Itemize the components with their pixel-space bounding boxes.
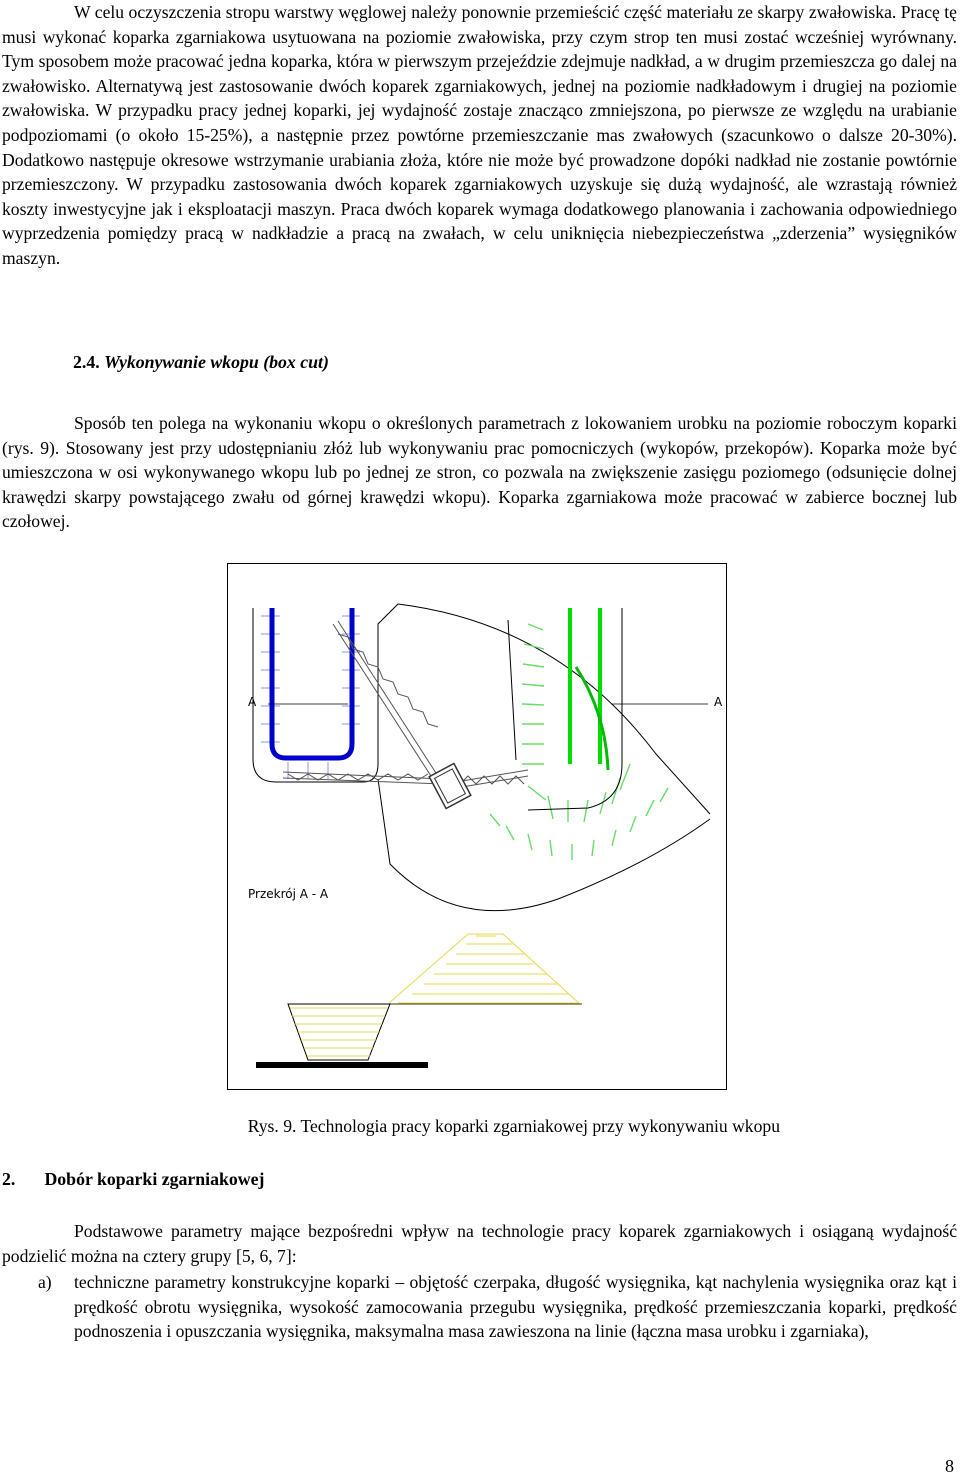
section-title-label: Przekrój A - A bbox=[248, 887, 329, 901]
dragline-boom bbox=[283, 621, 528, 790]
section-view bbox=[248, 887, 582, 1068]
section-marker-right: A bbox=[714, 695, 723, 709]
list-marker: a) bbox=[38, 1272, 52, 1292]
right-dump-hatch bbox=[490, 624, 668, 860]
dragline-cab bbox=[429, 764, 471, 809]
section-title: Wykonywanie wkopu (box cut) bbox=[104, 352, 329, 372]
figure-drawing bbox=[228, 564, 728, 1091]
page-number: 8 bbox=[945, 1456, 954, 1476]
cut-section bbox=[288, 1004, 390, 1060]
cut-outline-green bbox=[570, 608, 600, 764]
section-number: 2. bbox=[2, 1169, 16, 1189]
figure-box-cut bbox=[227, 563, 727, 1090]
spoil-pile bbox=[388, 934, 580, 1004]
paragraph-parameters: Podstawowe parametry mające bezpośredni wpływ na technologie pracy koparek zgarniakowych i osiąganą wydajność podzielić można na cztery grupy [5, 6, 7]: bbox=[2, 1221, 957, 1266]
coal-seam bbox=[256, 1062, 428, 1068]
right-dump-boundary bbox=[528, 608, 622, 810]
section-heading-2 bbox=[2, 1169, 264, 1190]
cut-curve-green bbox=[576, 667, 608, 770]
plan-view bbox=[248, 604, 723, 911]
paragraph-box-cut: Sposób ten polega na wykonaniu wkopu o określonych parametrach z lokowaniem urobku na poziomie roboczym koparki (rys. 9). Stosowany jest przy udostępnianiu złóż lub wykonywaniu prac pomocniczych (wykopów, przekopów). Koparka może być umieszczona w osi wykonywanego wkopu lub po jednej ze stron, co pozwala na zwiększenie zasięgu poziomego (odsunięcie dolnej krawędzi skarpy powstającego zwału od górnej krawędzi wkopu). Koparka zgarniakowa może pracować w zabierce bocznej lub czołowej. bbox=[2, 413, 957, 532]
section-number: 2.4. bbox=[73, 352, 100, 372]
section-title: Dobór koparki zgarniakowej bbox=[44, 1169, 265, 1189]
cut-outline-blue bbox=[272, 608, 352, 758]
parameter-list bbox=[2, 1270, 957, 1344]
figure-caption: Rys. 9. Technologia pracy koparki zgarniakowej przy wykonywaniu wkopu bbox=[247, 1115, 780, 1136]
section-heading-2-4 bbox=[73, 352, 329, 373]
section-marker-left: A bbox=[248, 695, 257, 709]
paragraph-overburden-dumping: W celu oczyszczenia stropu warstwy węglowej należy ponownie przemieścić część materiału ze skarpy zwałowiska. Pracę tę musi wykonać koparka zgarniakowa usytuowana na poziomie zwałowiska, przy czym strop ten musi zostać wcześniej wyrównany. Tym sposobem może pracować jedna koparka, która w pierwszym przejeździe zdejmuje nadkład, a w drugim przemieszcza go dalej na zwałowisko. Alternatywą jest zastosowanie dwóch koparek zgarniakowych, jednej na poziomie nadkładowym i drugiej na poziomie zwałowiska. W przypadku pracy jednej koparki, jej wydajność zostaje znacząco zmniejszona, po pierwsze ze względu na urabianie podpoziomami (o około 15-25%), a następnie przez powtórne przemieszczanie mas zwałowych (szacunkowo o dalsze 20-30%). Dodatkowo następuje okresowe wstrzymanie urabiania złoża, które nie może być prowadzone dopóki nadkład nie zostanie powtórnie przemieszczony. W przypadku zastosowania dwóch koparek zgarniakowych uzyskuje się dużą wydajność, ale wzrastają również koszty inwestycyjne jak i eksploatacji maszyn. Praca dwóch koparek wymaga dodatkowego planowania i zachowania odpowiedniego wyprzedzenia pomiędzy pracą w nadkładzie a pracą na zwałach, w celu uniknięcia niebezpieczeństwa „zderzenia” wysięgników maszyn. bbox=[2, 2, 957, 268]
list-item-text: techniczne parametry konstrukcyjne koparki – objętość czerpaka, długość wysięgnika, kąt nachylenia wysięgnika oraz kąt i prędkość obrotu wysięgnika, wysokość zamocowania przegubu wysięgnika, prędkość przemieszczania koparki, prędkość podnoszenia i opuszczania wysięgnika, maksymalna masa zawieszona na linie (łączna masa urobku i zgarniaka), bbox=[74, 1272, 957, 1342]
list-item bbox=[2, 1270, 957, 1344]
dump-inner-left bbox=[508, 620, 516, 760]
